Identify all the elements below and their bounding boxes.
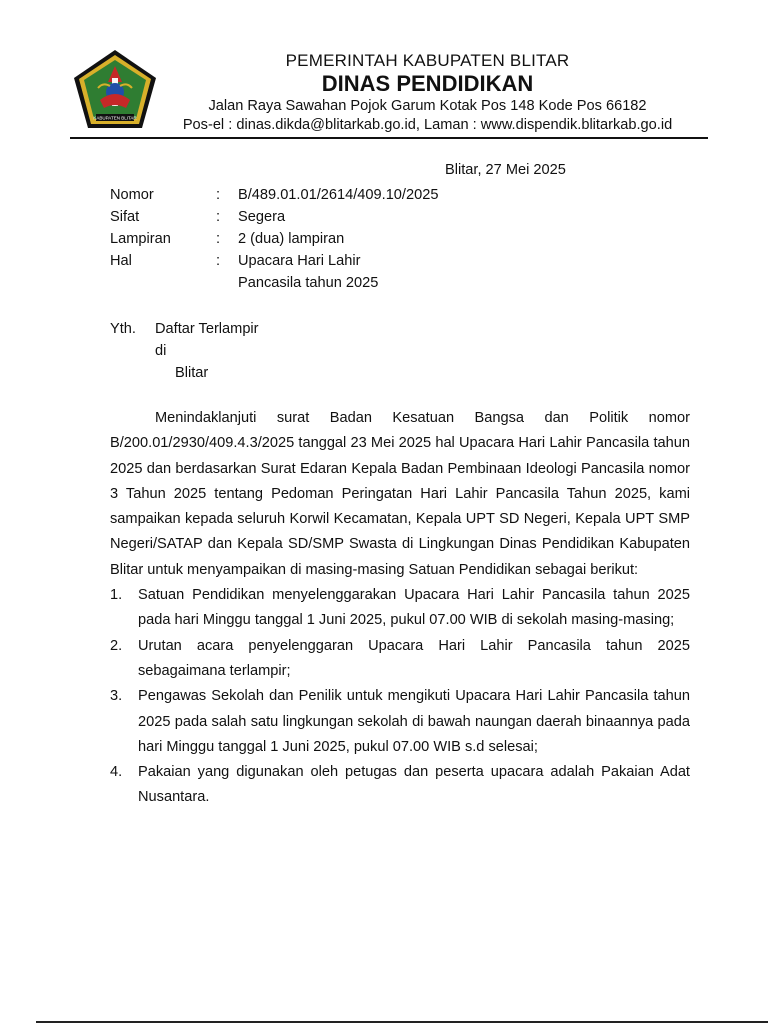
meta-value: Segera [238,209,286,225]
list-item [110,634,690,685]
meta-label: Hal [110,253,132,269]
list-number: 2. [110,637,123,654]
page-bottom-edge [36,1021,768,1023]
letter-date: Blitar, 27 Mei 2025 [445,162,566,178]
letterhead-government: PEMERINTAH KABUPATEN BLITAR [285,51,570,70]
meta-colon: : [216,187,221,203]
list-number: 4. [110,764,123,781]
meta-value: 2 (dua) lampiran [238,231,345,247]
emblem-caption: KABUPATEN BLITAR [93,115,137,121]
list-text: Pengawas Sekolah dan Penilik untuk mengikuti Upacara Hari Lahir Pancasila tahun 2025 pada salah satu lingkungan sekolah di bawah naungan daerah binaannya pada hari Minggu tanggal 1 Juni 2025, pukul 07.00 WIB s.d selesai; [138,688,690,755]
letterhead [160,50,695,135]
list-item [110,760,690,811]
list-text: Urutan acara penyelenggaran Upacara Hari Lahir Pancasila tahun 2025 sebagaimana terlampir; [138,637,690,679]
letterhead-address: Jalan Raya Sawahan Pojok Garum Kotak Pos 148 Kode Pos 66182 [208,98,647,114]
letterhead-agency: DINAS PENDIDIKAN [321,71,534,96]
meta-label: Lampiran [110,231,171,247]
recipient-di: di [155,343,167,359]
letterhead-divider [70,137,708,139]
list-number: 1. [110,587,123,604]
list-item [110,684,690,760]
meta-colon: : [216,253,221,269]
salutation: Yth. [110,321,136,337]
meta-value: B/489.01.01/2614/409.10/2025 [238,187,439,203]
meta-label: Sifat [110,209,140,225]
meta-colon: : [216,209,221,225]
recipient-city: Blitar [175,365,209,381]
letterhead-contact: Pos-el : dinas.dikda@blitarkab.go.id, Laman : www.dispendik.blitarkab.go.id [182,117,673,133]
list-number: 3. [110,688,123,705]
instruction-list [110,583,690,811]
list-item [110,583,690,634]
list-text: Satuan Pendidikan menyelenggarakan Upacara Hari Lahir Pancasila tahun 2025 pada hari Minggu tanggal 1 Juni 2025, pukul 07.00 WIB di sekolah masing-masing; [138,587,690,629]
meta-value: Upacara Hari Lahir [238,253,361,269]
kabupaten-blitar-emblem-icon [70,48,160,132]
letter-body [110,406,690,811]
meta-value: Pancasila tahun 2025 [238,275,379,291]
body-paragraph: Menindaklanjuti surat Badan Kesatuan Bangsa dan Politik nomor B/200.01/2930/409.4.3/2025 tanggal 23 Mei 2025 hal Upacara Hari Lahir Pancasila tahun 2025 dan berdasarkan Surat Edaran Kepala Badan Pembinaan Ideologi Pancasila nomor 3 Tahun 2025 tentang Pedoman Peringatan Hari Lahir Pancasila Tahun 2025, kami sampaikan kepada seluruh Korwil Kecamatan, Kepala UPT SD Negeri, Kepala UPT SMP Negeri/SATAP dan Kepala SD/SMP Swasta di Lingkungan Dinas Pendidikan Kabupaten Blitar untuk menyampaikan di masing-masing Satuan Pendidikan sebagai berikut: [110,410,690,578]
list-text: Pakaian yang digunakan oleh petugas dan peserta upacara adalah Pakaian Adat Nusantara. [138,764,690,806]
meta-colon: : [216,231,221,247]
meta-label: Nomor [110,187,154,203]
recipient: Daftar Terlampir [155,321,259,337]
